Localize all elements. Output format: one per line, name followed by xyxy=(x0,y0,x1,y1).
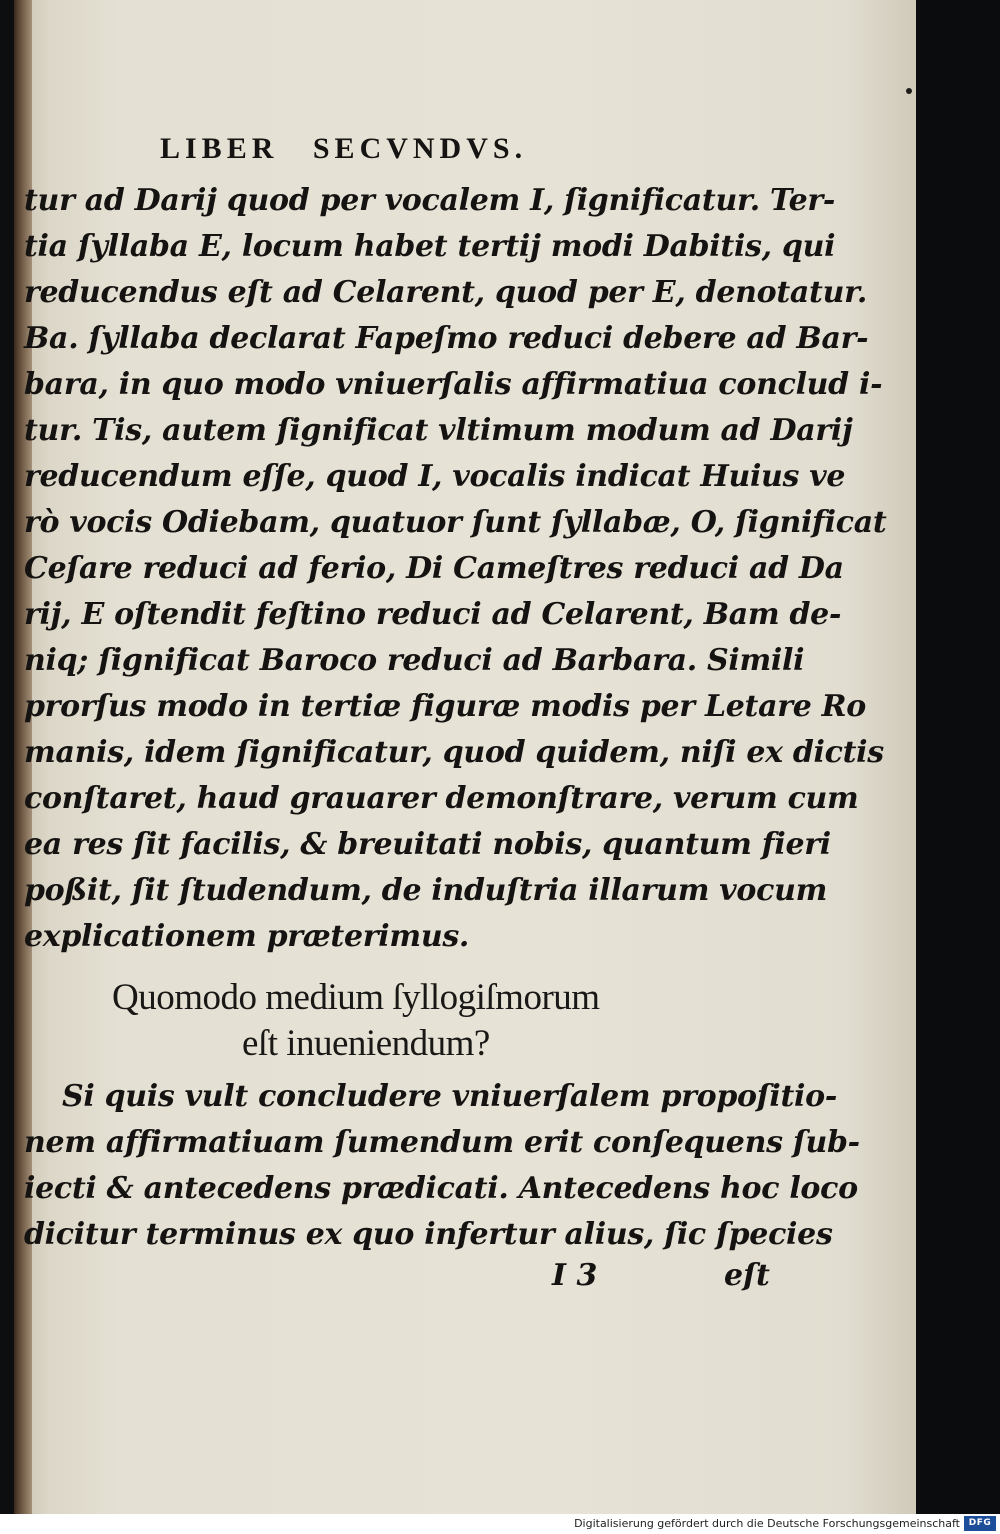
body-line: conſtaret, haud grauarer demonſtrare, verum cum xyxy=(24,781,859,816)
body-line: Ba. ſyllaba declarat Fapeſmo reduci debere ad Bar- xyxy=(24,321,869,356)
body-line: bara, in quo modo vniuerſalis affirmatiua conclud i- xyxy=(24,367,883,402)
body-line: poßit, ſit ſtudendum, de induſtria illarum vocum xyxy=(24,873,828,908)
body-line: explicationem præterimus. xyxy=(24,919,470,954)
section-heading-line-1: Quomodo medium ſyllogiſmorum xyxy=(112,977,600,1018)
running-head: LIBER SECVNDVS. xyxy=(160,132,528,165)
page-speck xyxy=(906,88,912,94)
section-line: nem affirmatiuam ſumendum erit conſequens ſub- xyxy=(24,1125,860,1160)
section-line: Si quis vult concludere vniuerſalem propoſitio- xyxy=(62,1079,837,1114)
body-line: reducendus eſt ad Celarent, quod per E, denotatur. xyxy=(24,275,868,310)
body-line: tia ſyllaba E, locum habet tertij modi Dabitis, qui xyxy=(24,229,836,264)
section-line: iecti & antecedens prædicati. Antecedens hoc loco xyxy=(24,1171,858,1206)
body-line: ea res ſit facilis, & breuitati nobis, quantum fieri xyxy=(24,827,831,862)
body-line: reducendum eſſe, quod I, vocalis indicat Huius ve xyxy=(24,459,846,494)
section-line: dicitur terminus ex quo infertur alius, ſic ſpecies xyxy=(24,1217,833,1252)
scan-background xyxy=(916,0,1000,1514)
body-line: Ceſare reduci ad ferio, Di Cameſtres reduci ad Da xyxy=(24,551,844,586)
footer-bar xyxy=(0,1514,1000,1534)
body-line: rij, E oſtendit feſtino reduci ad Celarent, Bam de- xyxy=(24,597,842,632)
funding-credit: Digitalisierung gefördert durch die Deutsche Forschungsgemeinschaft xyxy=(574,1517,960,1530)
body-line: manis, idem ſignificatur, quod quidem, niſi ex dictis xyxy=(24,735,884,770)
body-line: prorſus modo in tertiæ figuræ modis per Letare Ro xyxy=(24,689,866,724)
body-line: tur ad Darij quod per vocalem I, ſignificatur. Ter- xyxy=(24,183,836,218)
catchword: eſt xyxy=(724,1258,770,1293)
section-heading-line-2: eſt inueniendum? xyxy=(242,1023,490,1064)
body-line: rò vocis Odiebam, quatuor ſunt ſyllabæ, O, ſignificat xyxy=(24,505,887,540)
dfg-logo: DFG xyxy=(964,1516,996,1531)
body-line: tur. Tis, autem ſignificat vltimum modum ad Darij xyxy=(24,413,853,448)
book-page xyxy=(14,0,918,1514)
body-line: niq; ſignificat Baroco reduci ad Barbara. Simili xyxy=(24,643,805,678)
signature-mark: I 3 xyxy=(552,1258,598,1293)
